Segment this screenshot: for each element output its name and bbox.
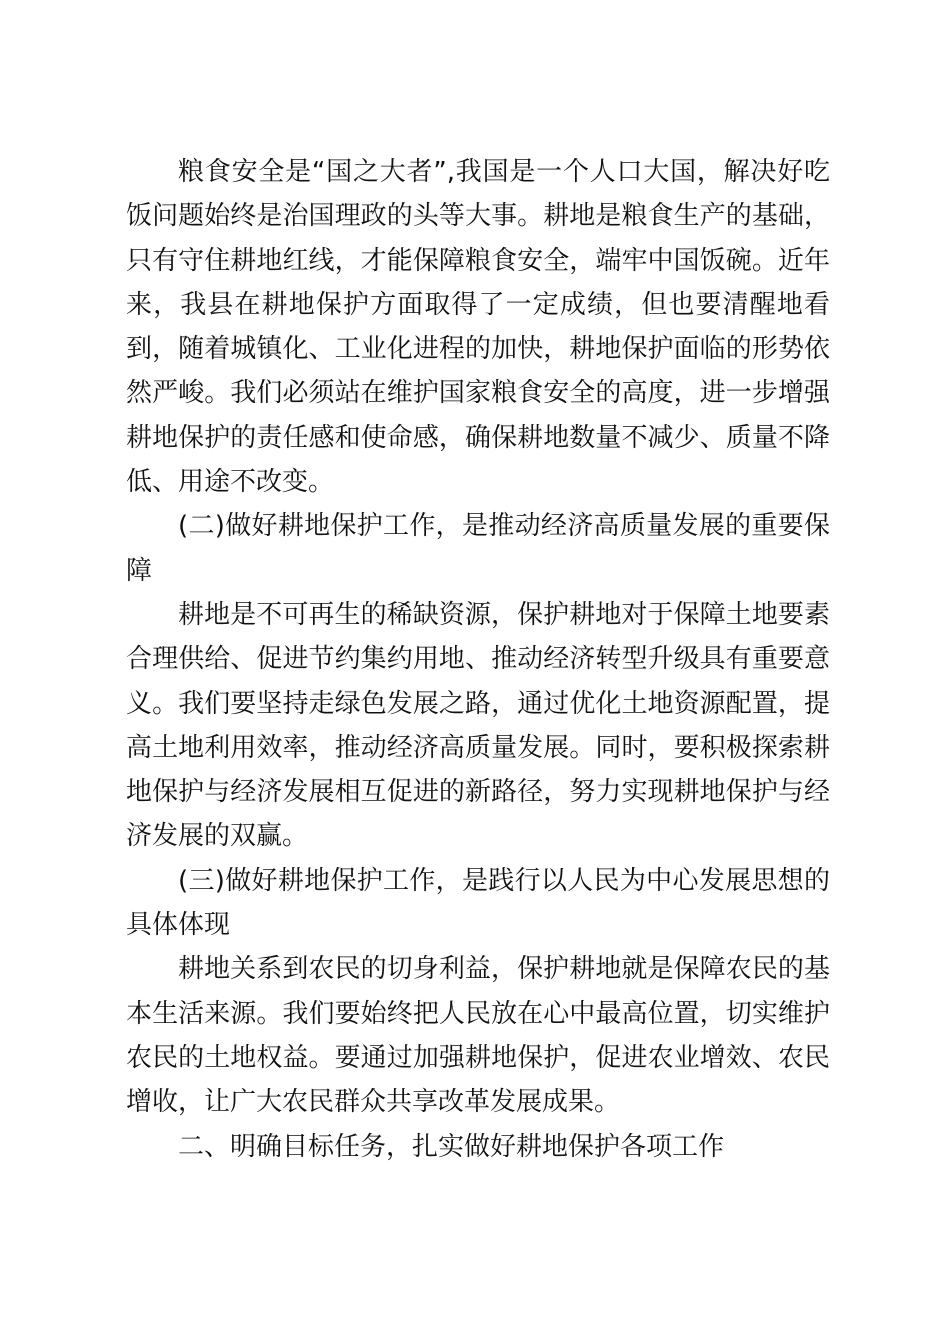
paragraph-food-security: 粮食安全是“国之大者”,我国是一个人口大国，解决好吃饭问题始终是治国理政的头等大事。耕地是粮食生产的基础，只有守住耕地红线，才能保障粮食安全，端牢中国饭碗。近年来，我县在耕地保护方面取得了一定成绩，但也要清醒地看到，随着城镇化、工业化进程的加快，耕地保护面临的形势依然严峻。我们必须站在维护国家粮食安全的高度，进一步增强耕地保护的责任感和使命感，确保耕地数量不减少、质量不降低、用途不改变。 xyxy=(126,157,830,498)
heading-economic-development: (二)做好耕地保护工作，是推动经济高质量发展的重要保障 xyxy=(126,511,830,586)
paragraph-farmer-interests: 耕地关系到农民的切身利益，保护耕地就是保障农民的基本生活来源。我们要始终把人民放在心中最高位置，切实维护农民的土地权益。要通过加强耕地保护，促进农业增效、农民增收，让广大农民群众共享改革发展成果。 xyxy=(126,954,830,1118)
heading-section-two: 二、明确目标任务，扎实做好耕地保护各项工作 xyxy=(178,1131,725,1162)
paragraph-scarce-resource: 耕地是不可再生的稀缺资源，保护耕地对于保障土地要素合理供给、促进节约集约用地、推动经济转型升级具有重要意义。我们要坚持走绿色发展之路，通过优化土地资源配置，提高土地利用效率，推动经济高质量发展。同时，要积极探索耕地保护与经济发展相互促进的新路径，努力实现耕地保护与经济发展的双赢。 xyxy=(126,599,830,852)
heading-people-centered: (三)做好耕地保护工作，是践行以人民为中心发展思想的具体体现 xyxy=(126,865,830,941)
